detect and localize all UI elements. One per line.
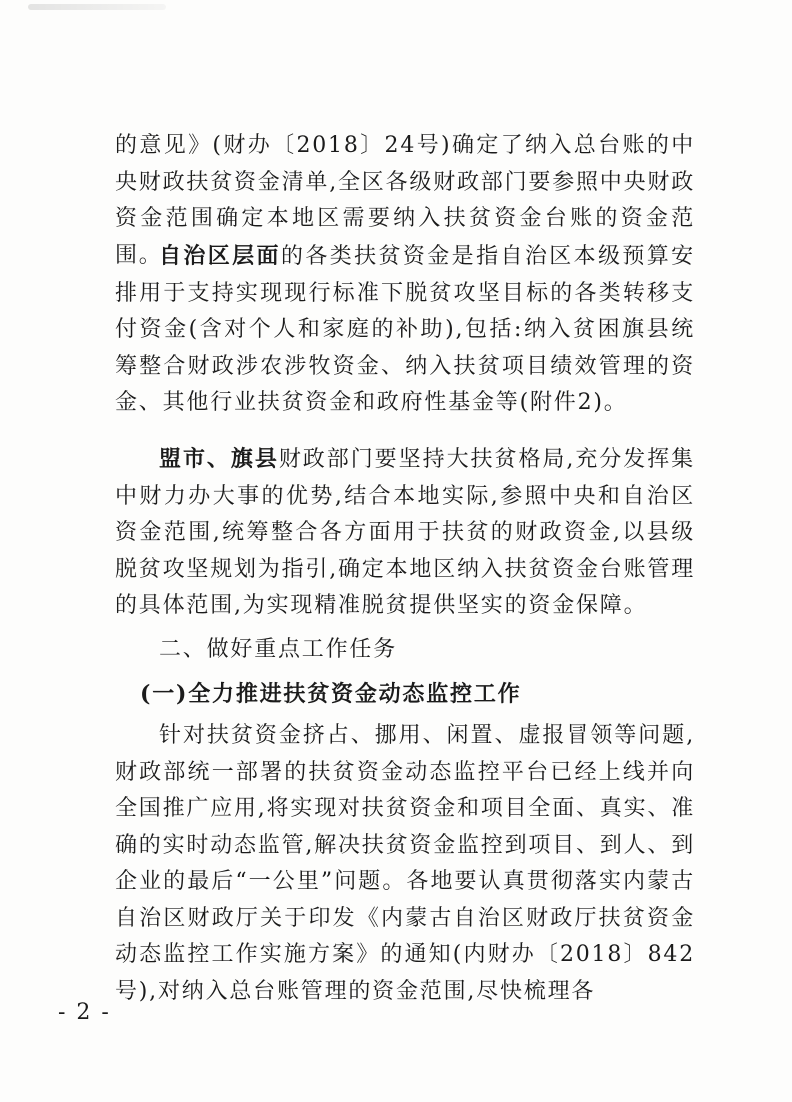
scan-mark — [28, 4, 166, 10]
paragraph-3 — [115, 441, 695, 625]
section-heading: 二、做好重点工作任务 — [159, 637, 398, 662]
paragraph-2-lead: 自治区层面 — [159, 243, 281, 269]
paragraph-4: 针对扶贫资金挤占、挪用、闲置、虚报冒领等问题,财政部统一部署的扶贫资金动态监控平台已经上线并向全国推广应用,将实现对扶贫资金和项目全面、真实、准确的实时动态监管,解决扶贫资金监控到项目、到人、到企业的最后“一公里”问题。各地要认真贯彻落实内蒙古自治区财政厅关于印发《内蒙古自治区财政厅扶贫资金动态监控工作实施方案》的通知(内财办〔2018〕842号),对纳入总台账管理的资金范围,尽快梳理各 — [115, 723, 695, 1004]
paragraph-2 — [115, 238, 695, 422]
paragraph-3-lead: 盟市、旗县 — [159, 446, 279, 472]
paragraph-2-text: 的各类扶贫资金是指自治区本级预算安排用于支持实现现行标准下脱贫攻坚目标的各类转移支付资金(含对个人和家庭的补助),包括:纳入贫困旗县统筹整合财政涉农涉牧资金、纳入扶贫项目绩效管理的资金、其他行业扶贫资金和政府性基金等(附件2)。 — [115, 244, 695, 415]
page-number: - 2 - — [58, 1000, 111, 1025]
paragraph-1: 的意见》(财办〔2018〕24号)确定了纳入总台账的中央财政扶贫资金清单,全区各级财政部门要参照中央财政资金范围确定本地区需要纳入扶贫资金台账的资金范围。 — [115, 133, 695, 268]
subsection-heading: (一)全力推进扶贫资金动态监控工作 — [140, 681, 522, 707]
paragraph-3-text: 财政部门要坚持大扶贫格局,充分发挥集中财力办大事的优势,结合本地实际,参照中央和自治区资金范围,统筹整合各方面用于扶贫的财政资金,以县级脱贫攻坚规划为指引,确定本地区纳入扶贫资金台账管理的具体范围,为实现精准脱贫提供坚实的资金保障。 — [115, 447, 695, 618]
